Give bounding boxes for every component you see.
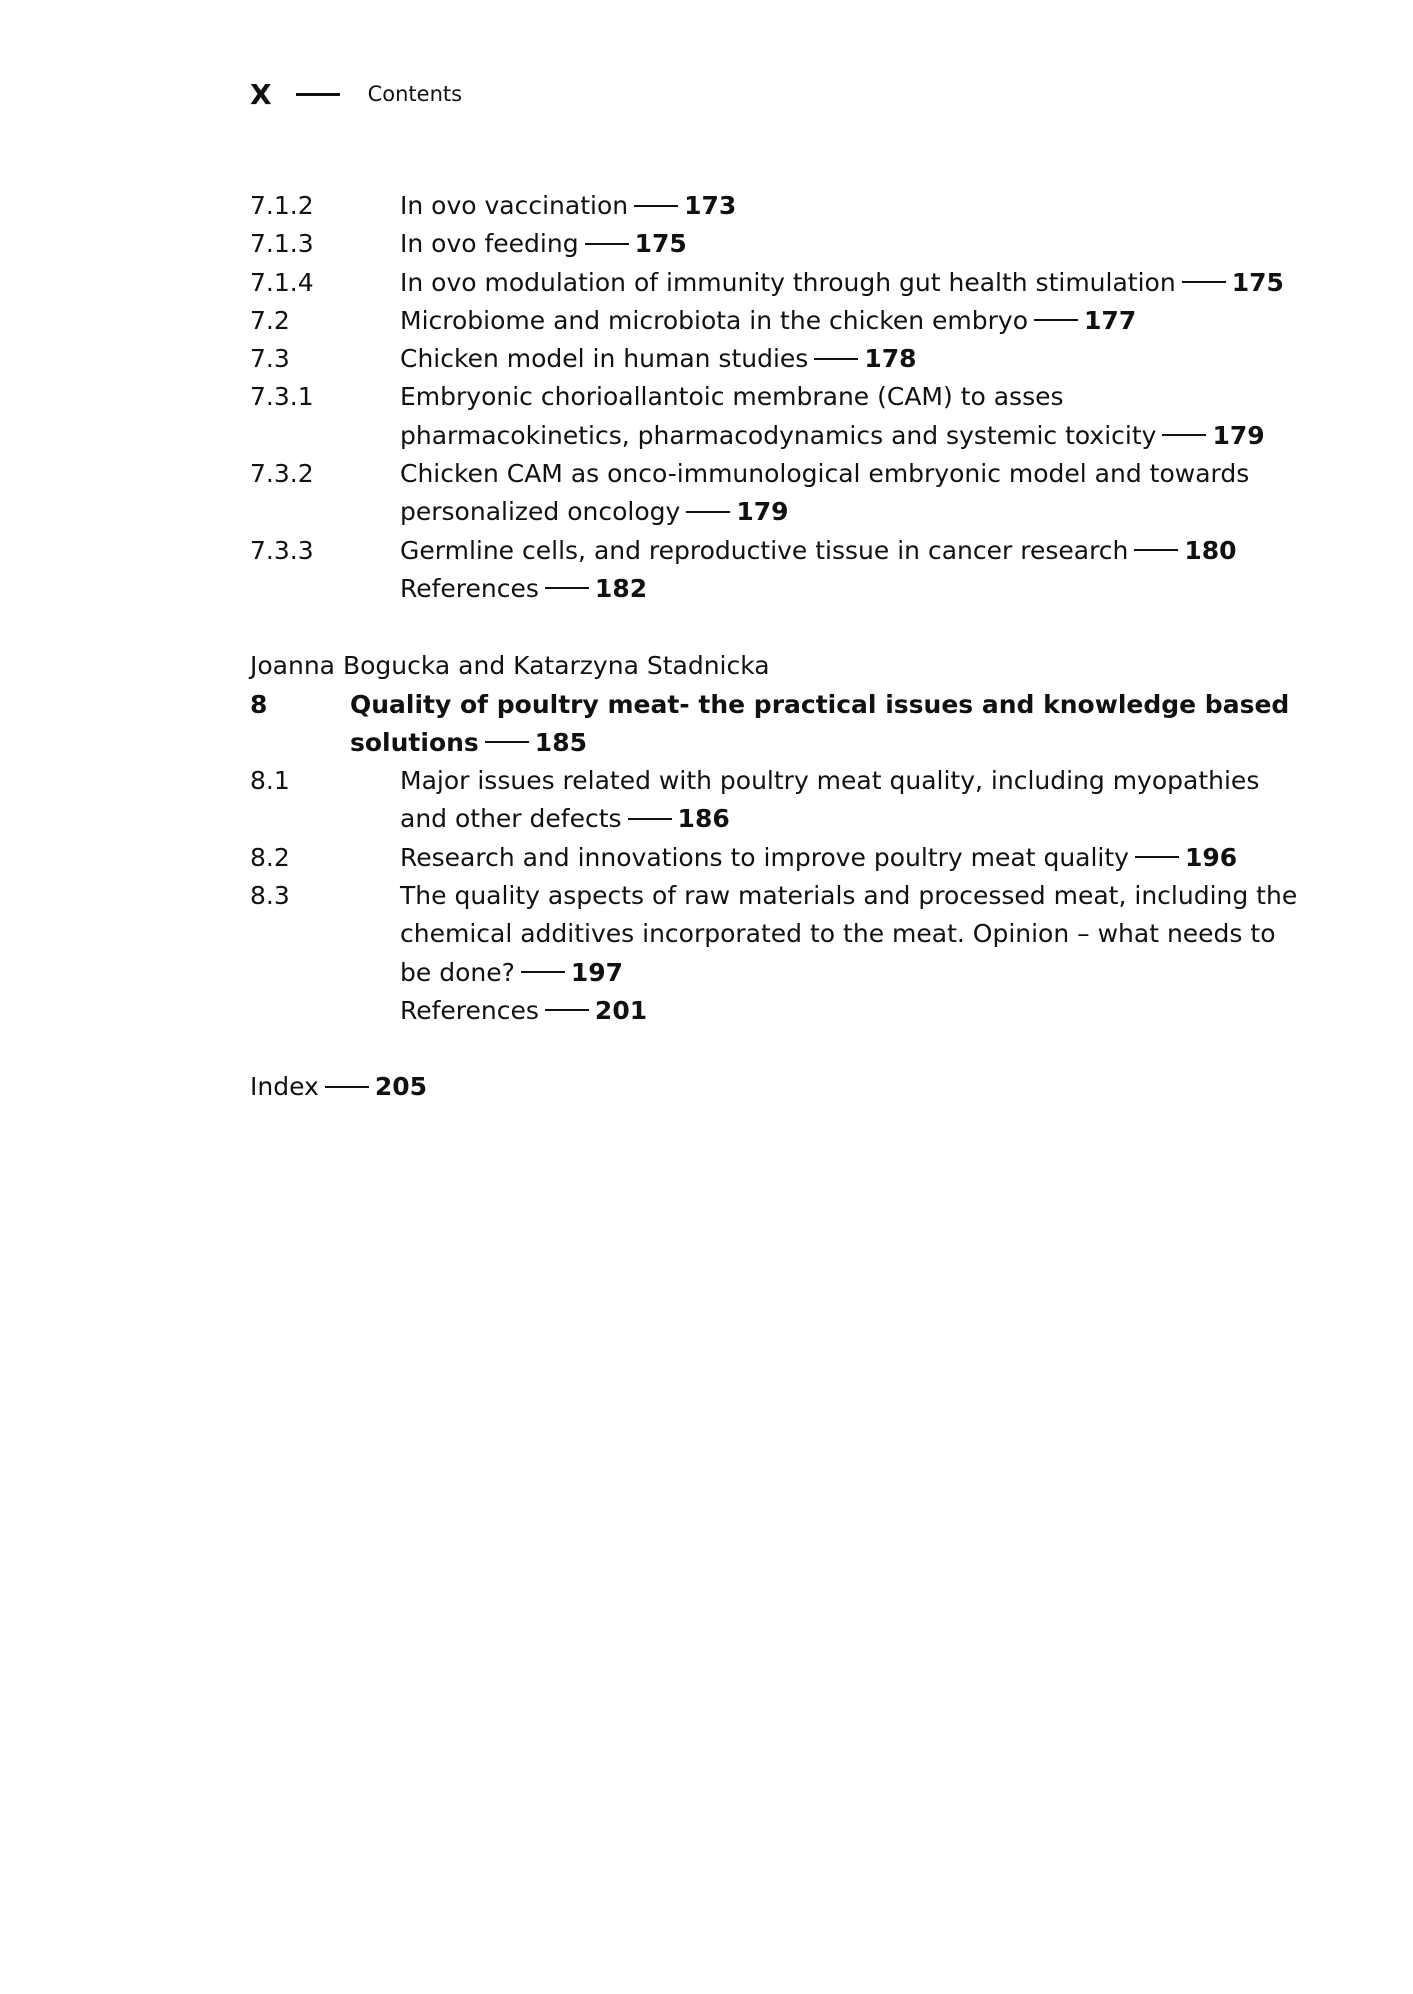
section-number: 8.3 xyxy=(250,881,290,911)
leader-rule xyxy=(585,243,629,245)
section-title xyxy=(400,378,1300,455)
section-title xyxy=(400,532,1300,570)
section-title xyxy=(400,877,1300,992)
page-number: 197 xyxy=(570,957,624,987)
chapter-number: 8 xyxy=(250,689,268,719)
section-number: 8.1 xyxy=(250,766,290,796)
section-title xyxy=(400,570,1300,608)
toc-entry[interactable] xyxy=(250,264,1300,302)
section-title-text: References xyxy=(400,573,539,603)
section-number: 7.3.1 xyxy=(250,382,314,412)
page-number: 182 xyxy=(594,573,648,603)
chapter-entry[interactable] xyxy=(250,686,1300,763)
header-rule xyxy=(296,93,340,96)
chapter-title xyxy=(350,686,1300,763)
section-number: 7.2 xyxy=(250,305,290,335)
toc-entry[interactable] xyxy=(250,877,1300,992)
leader-rule xyxy=(814,358,858,360)
page-number: 175 xyxy=(1231,267,1284,297)
toc-entry[interactable] xyxy=(250,378,1300,455)
section-title xyxy=(400,302,1300,340)
leader-rule xyxy=(1134,549,1178,551)
section-title xyxy=(400,455,1300,532)
page-number: 179 xyxy=(736,497,789,527)
leader-rule xyxy=(521,971,565,973)
toc-entry[interactable] xyxy=(250,992,1300,1030)
page-number: 180 xyxy=(1184,535,1237,565)
page-number: 196 xyxy=(1184,842,1238,872)
toc-entry[interactable] xyxy=(250,570,1300,608)
chapter-title-text: Quality of poultry meat- the practical issues and knowledge based solutions xyxy=(350,689,1290,757)
section-title-text: In ovo modulation of immunity through gut health stimulation xyxy=(400,267,1176,297)
leader-rule xyxy=(1034,319,1078,321)
leader-rule xyxy=(325,1086,369,1088)
page-number: 177 xyxy=(1084,305,1137,335)
page-folio: X xyxy=(250,77,272,111)
toc-entry[interactable] xyxy=(250,839,1300,877)
page-number: 178 xyxy=(864,344,917,374)
section-title-text: Embryonic chorioallantoic membrane (CAM) to asses pharmacokinetics, pharmacodynamics and systemic toxicity xyxy=(400,382,1157,450)
section-title xyxy=(400,839,1300,877)
authors-text: Joanna Bogucka and Katarzyna Stadnicka xyxy=(250,651,770,681)
index-entry[interactable] xyxy=(250,1068,1300,1106)
index-page: 205 xyxy=(374,1072,428,1102)
section-title-text: Major issues related with poultry meat quality, including myopathies and other defects xyxy=(400,766,1260,834)
leader-rule xyxy=(1162,434,1206,436)
section-number: 7.3 xyxy=(250,344,290,374)
section-title xyxy=(400,225,1300,263)
toc-entry[interactable] xyxy=(250,187,1300,225)
page-number: 179 xyxy=(1212,420,1265,450)
section-title-text: Chicken model in human studies xyxy=(400,344,809,374)
section-number: 7.3.2 xyxy=(250,459,314,489)
leader-rule xyxy=(1135,856,1179,858)
section-title-text: Research and innovations to improve poultry meat quality xyxy=(400,842,1129,872)
leader-rule xyxy=(634,205,678,207)
section-title-text: In ovo vaccination xyxy=(400,191,629,220)
section-number: 8.2 xyxy=(250,842,290,872)
leader-rule xyxy=(545,587,589,589)
leader-rule xyxy=(545,1009,589,1011)
section-number: 7.3.3 xyxy=(250,535,314,565)
section-title-text: Microbiome and microbiota in the chicken embryo xyxy=(400,305,1029,335)
spacer xyxy=(250,1030,1300,1068)
leader-rule xyxy=(686,511,730,513)
page-number: 175 xyxy=(634,229,687,259)
toc-entry[interactable] xyxy=(250,762,1300,839)
table-of-contents xyxy=(250,187,1300,1107)
section-number xyxy=(250,570,400,608)
toc-entry[interactable] xyxy=(250,340,1300,378)
section-number: 7.1.3 xyxy=(250,229,314,259)
chapter-authors xyxy=(250,647,1300,685)
chapter-page: 185 xyxy=(534,727,587,757)
running-head-title: Contents xyxy=(367,82,463,106)
section-title-text: The quality aspects of raw materials and processed meat, including the chemical additives incorporated to the meat. Opinion – what needs to be done? xyxy=(400,881,1298,987)
section-title xyxy=(400,762,1300,839)
section-number xyxy=(250,992,400,1030)
page-number: 201 xyxy=(594,995,648,1025)
running-head xyxy=(250,74,462,114)
section-title-text: Germline cells, and reproductive tissue in cancer research xyxy=(400,535,1129,565)
leader-rule xyxy=(628,818,672,820)
section-number: 7.1.2 xyxy=(250,191,314,220)
toc-entry[interactable] xyxy=(250,302,1300,340)
section-title-text: Chicken CAM as onco-immunological embryonic model and towards personalized oncology xyxy=(400,459,1250,527)
toc-entry[interactable] xyxy=(250,532,1300,570)
toc-entry[interactable] xyxy=(250,455,1300,532)
index-label: Index xyxy=(250,1072,319,1102)
section-title xyxy=(400,187,1300,225)
section-title-text: References xyxy=(400,995,539,1025)
toc-section-7 xyxy=(250,187,1300,608)
leader-rule xyxy=(485,741,529,743)
section-title xyxy=(400,264,1300,302)
section-title xyxy=(400,340,1300,378)
page-number: 173 xyxy=(684,191,737,220)
section-number: 7.1.4 xyxy=(250,267,314,297)
leader-rule xyxy=(1182,281,1226,283)
toc-entry[interactable] xyxy=(250,225,1300,263)
section-title xyxy=(400,992,1300,1030)
spacer xyxy=(250,608,1300,647)
page-number: 186 xyxy=(677,804,730,834)
toc-section-8 xyxy=(250,762,1300,1030)
index-text xyxy=(250,1068,1300,1106)
section-title-text: In ovo feeding xyxy=(400,229,579,259)
